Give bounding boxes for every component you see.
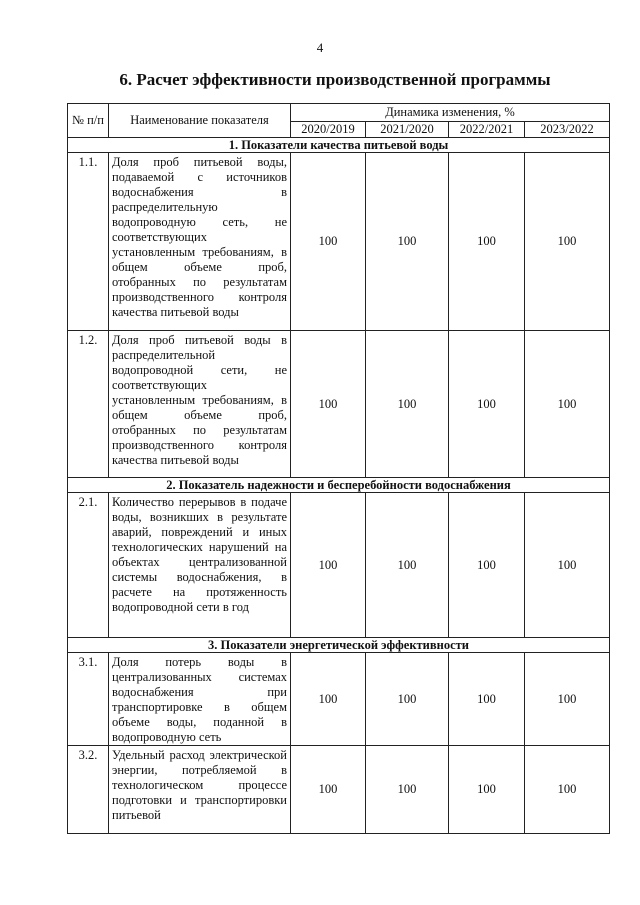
header-year: 2020/2019	[291, 122, 366, 138]
row-number: 3.1.	[68, 653, 109, 746]
value-cell: 100	[291, 493, 366, 638]
efficiency-table	[67, 103, 610, 834]
section-title: 1. Показатели качества питьевой воды	[68, 138, 610, 153]
value-cell: 100	[291, 746, 366, 834]
value-cell: 100	[366, 153, 449, 331]
value-cell: 100	[525, 493, 610, 638]
header-year: 2021/2020	[366, 122, 449, 138]
value-cell: 100	[449, 331, 525, 478]
section-header	[68, 138, 610, 153]
row-number: 1.2.	[68, 331, 109, 478]
value-cell: 100	[366, 493, 449, 638]
table-row	[68, 153, 610, 331]
indicator-name: Доля проб питьевой воды, подаваемой с источников водоснабжения в распределительную водопроводную сеть, не соответствующих установленным требованиям, в общем объеме проб, отобранных по результатам производственного контроля качества питьевой воды	[109, 153, 291, 331]
value-cell: 100	[525, 653, 610, 746]
page-title: 6. Расчет эффективности производственной программы	[119, 70, 551, 89]
value-cell: 100	[449, 153, 525, 331]
header-dynamics: Динамика изменения, %	[291, 104, 610, 122]
row-number: 2.1.	[68, 493, 109, 638]
row-number: 1.1.	[68, 153, 109, 331]
value-cell: 100	[449, 493, 525, 638]
row-number: 3.2.	[68, 746, 109, 834]
section-title: 3. Показатели энергетической эффективности	[68, 638, 610, 653]
value-cell: 100	[525, 746, 610, 834]
value-cell: 100	[366, 746, 449, 834]
value-cell: 100	[291, 653, 366, 746]
table-row	[68, 493, 610, 638]
value-cell: 100	[291, 331, 366, 478]
value-cell: 100	[291, 153, 366, 331]
value-cell: 100	[449, 746, 525, 834]
table-row	[68, 331, 610, 478]
table-row	[68, 746, 610, 834]
section-header	[68, 638, 610, 653]
value-cell: 100	[525, 331, 610, 478]
page-number: 4	[316, 40, 324, 55]
header-name: Наименование показателя	[109, 104, 291, 138]
header-year: 2022/2021	[449, 122, 525, 138]
header-num: № п/п	[68, 104, 109, 138]
indicator-name: Количество перерывов в подаче воды, возникших в результате аварий, повреждений и иных технологических нарушений на объектах централизованной системы водоснабжения, в расчете на протяженность водопроводной сети в год	[109, 493, 291, 638]
section-header	[68, 478, 610, 493]
value-cell: 100	[525, 153, 610, 331]
header-year: 2023/2022	[525, 122, 610, 138]
indicator-name: Доля проб питьевой воды в распределительной водопроводной сети, не соответствующих установленным требованиям, в общем объеме проб, отобранных по результатам производственного контроля качества питьевой воды	[109, 331, 291, 478]
indicator-name: Доля потерь воды в централизованных системах водоснабжения при транспортировке в общем объеме воды, поданной в водопроводную сеть	[109, 653, 291, 746]
value-cell: 100	[449, 653, 525, 746]
value-cell: 100	[366, 653, 449, 746]
value-cell: 100	[366, 331, 449, 478]
indicator-name: Удельный расход электрической энергии, потребляемой в технологическом процессе подготовки и транспортировки питьевой	[109, 746, 291, 834]
table-row	[68, 653, 610, 746]
section-title: 2. Показатель надежности и бесперебойности водоснабжения	[68, 478, 610, 493]
